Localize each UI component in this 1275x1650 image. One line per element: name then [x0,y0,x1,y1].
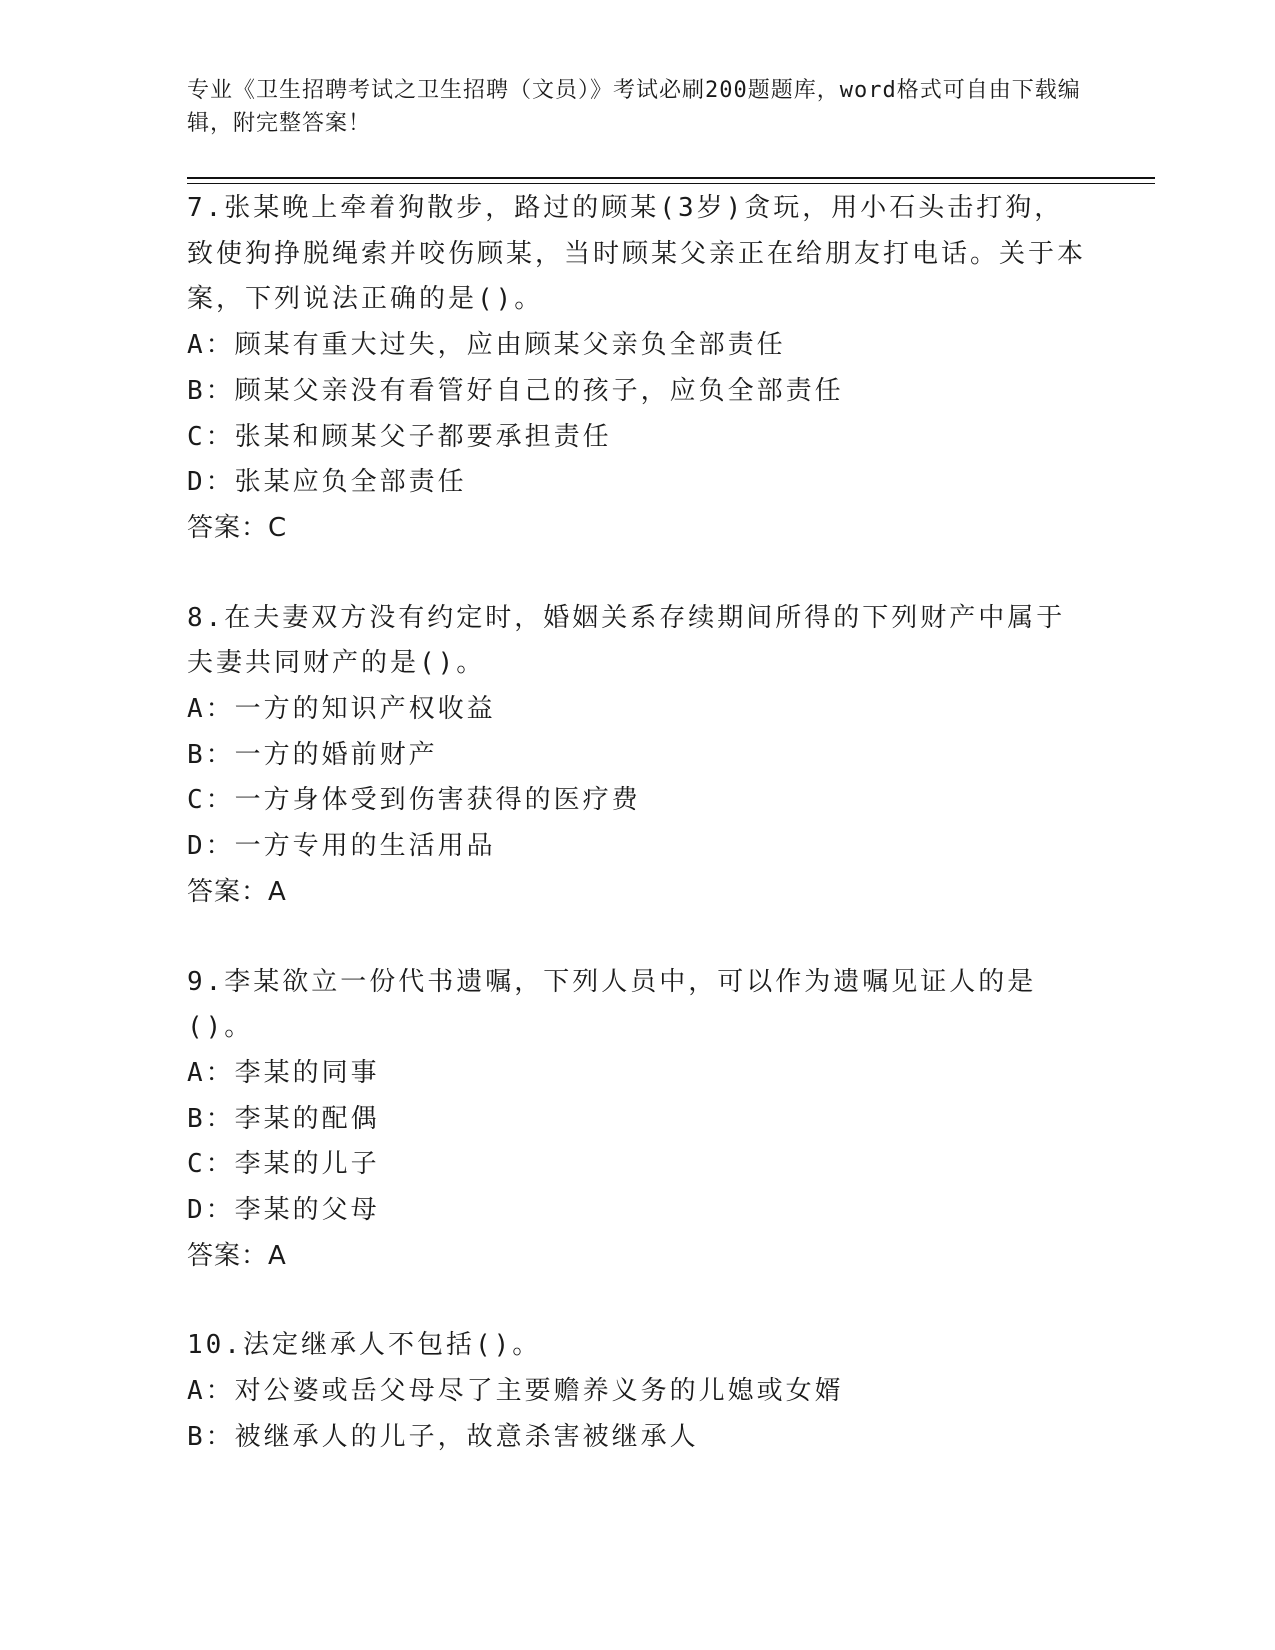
question-stem: 9.李某欲立一份代书遗嘱，下列人员中，可以作为遗嘱见证人的是()。 [187,966,1037,1043]
header-divider-thick [187,177,1155,179]
spacer [187,1279,1087,1323]
document-header [187,74,1087,140]
option-c: C：张某和顾某父子都要承担责任 [187,421,612,452]
question-10 [187,1323,1087,1460]
header-title: 专业《卫生招聘考试之卫生招聘（文员）》考试必刷200题题库，word格式可自由下载编辑，附完整答案！ [187,78,1081,136]
option-d: D：一方专用的生活用品 [187,831,496,862]
option-a: A：一方的知识产权收益 [187,694,496,725]
question-stem: 7.张某晚上牵着狗散步，路过的顾某(3岁)贪玩，用小石头击打狗，致使狗挣脱绳索并咬伤顾某，当时顾某父亲正在给朋友打电话。关于本案，下列说法正确的是()。 [187,193,1087,315]
option-a: A：对公婆或岳父母尽了主要赡养义务的儿媳或女婿 [187,1376,844,1407]
question-7 [187,186,1087,552]
option-c: C：李某的儿子 [187,1149,380,1180]
option-c: C：一方身体受到伤害获得的医疗费 [187,785,641,816]
spacer [187,552,1087,596]
option-b: B：顾某父亲没有看管好自己的孩子，应负全部责任 [187,375,844,406]
header-divider-thin [187,183,1155,184]
option-b: B：一方的婚前财产 [187,739,438,770]
option-b: B：被继承人的儿子，故意杀害被继承人 [187,1421,699,1452]
spacer [187,916,1087,960]
question-list [187,186,1087,1461]
option-d: D：李某的父母 [187,1195,380,1226]
question-9 [187,960,1087,1280]
option-b: B：李某的配偶 [187,1103,380,1134]
question-stem: 10.法定继承人不包括()。 [187,1330,542,1361]
option-a: A：顾某有重大过失，应由顾某父亲负全部责任 [187,330,786,361]
option-a: A：李某的同事 [187,1057,380,1088]
option-d: D：张某应负全部责任 [187,467,467,498]
question-stem: 8.在夫妻双方没有约定时，婚姻关系存续期间所得的下列财产中属于夫妻共同财产的是()。 [187,602,1066,679]
question-8 [187,596,1087,916]
answer: 答案：A [187,876,287,907]
answer: 答案：A [187,1240,287,1271]
answer: 答案：C [187,512,288,543]
